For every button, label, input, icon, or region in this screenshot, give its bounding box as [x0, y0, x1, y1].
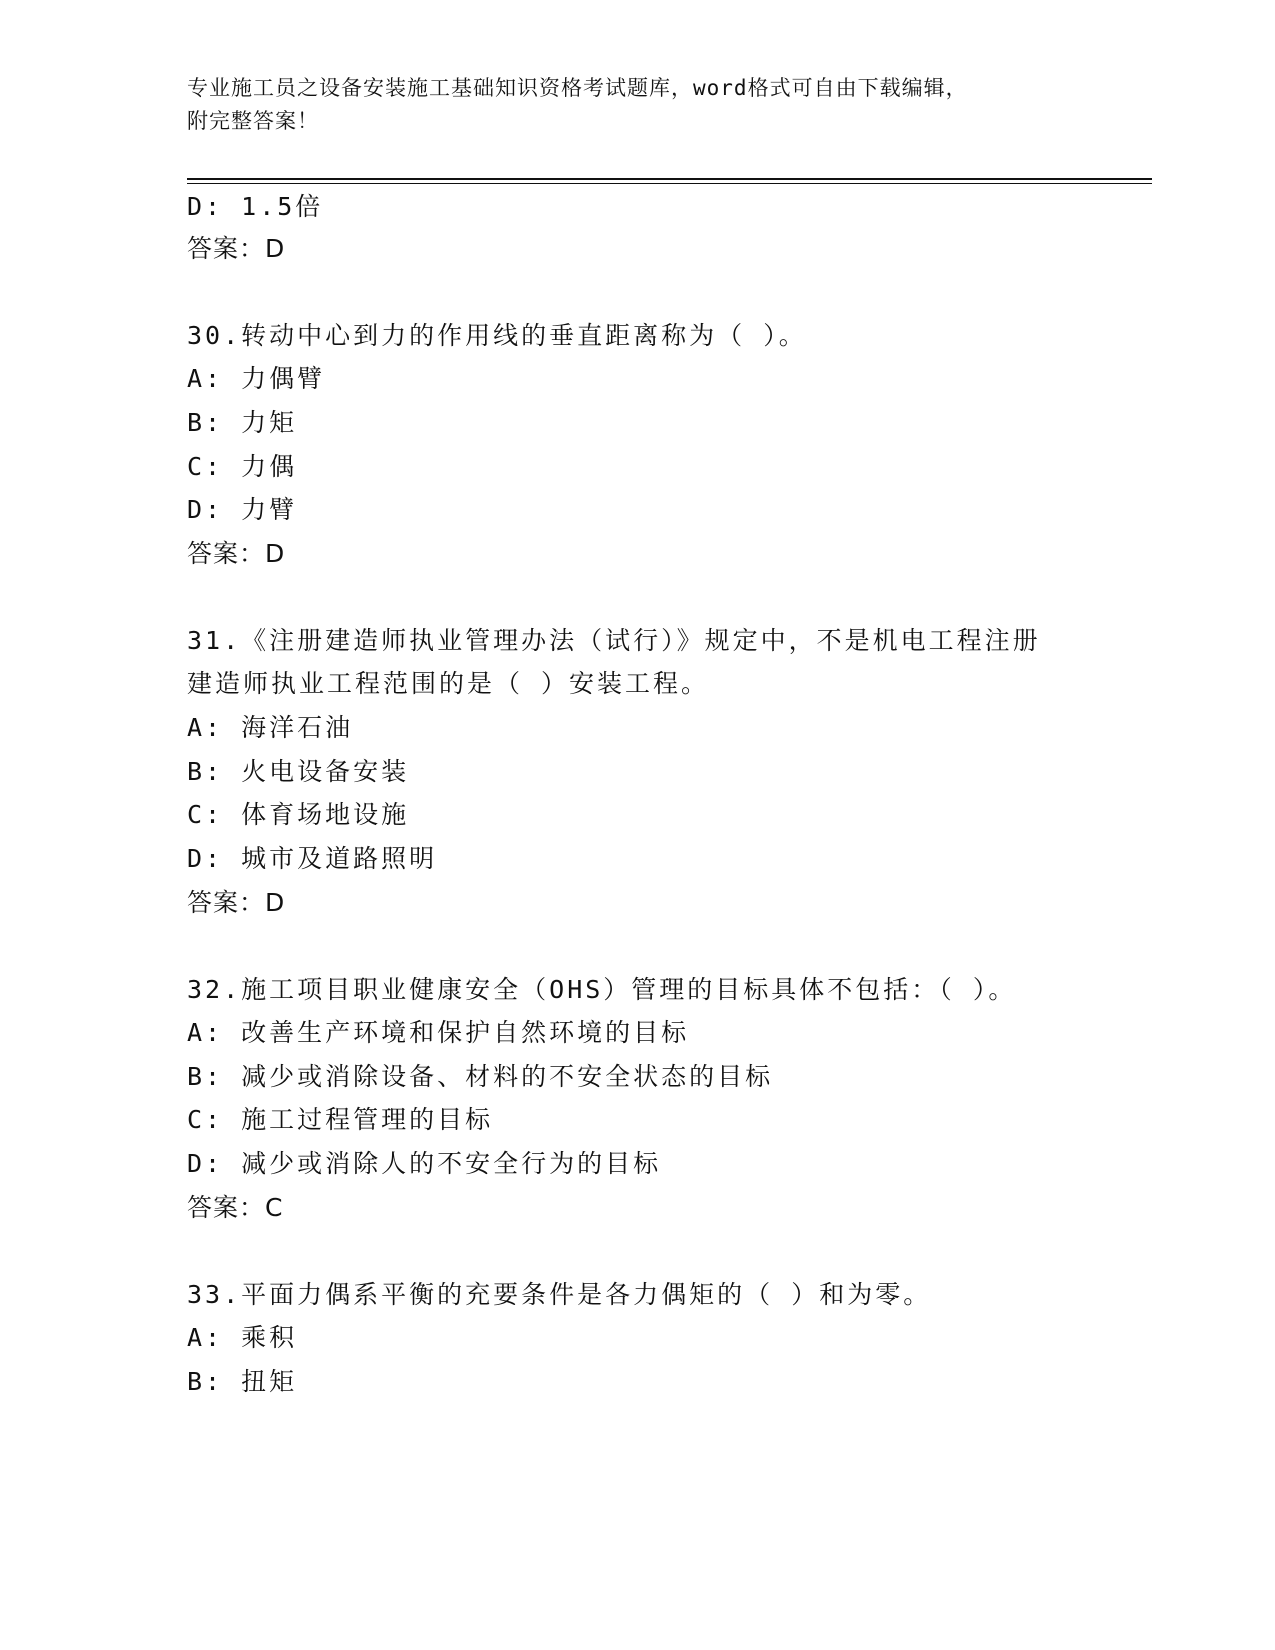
header-divider-thick	[187, 178, 1152, 180]
q31-option-d: D: 城市及道路照明	[187, 844, 438, 873]
q31-option-c: C: 体育场地设施	[187, 800, 410, 829]
q30-option-d: D: 力臂	[187, 495, 298, 524]
document-header	[187, 72, 1087, 138]
q30-option-b: B: 力矩	[187, 408, 298, 437]
q32-answer: 答案：C	[187, 1193, 284, 1222]
prev-answer: 答案：D	[187, 234, 286, 263]
q30-option-c: C: 力偶	[187, 452, 298, 481]
q31-option-b: B: 火电设备安装	[187, 757, 410, 786]
q32-stem: 32.施工项目职业健康安全（OHS）管理的目标具体不包括：（ ）。	[187, 975, 1017, 1004]
q31-option-a: A: 海洋石油	[187, 713, 354, 742]
q30-answer: 答案：D	[187, 539, 286, 568]
q32-option-a: A: 改善生产环境和保护自然环境的目标	[187, 1018, 690, 1047]
header-divider-thin	[187, 183, 1152, 184]
q30-option-a: A: 力偶臂	[187, 364, 326, 393]
q33-option-a: A: 乘积	[187, 1323, 298, 1352]
q32-option-c: C: 施工过程管理的目标	[187, 1105, 494, 1134]
q30-stem: 30.转动中心到力的作用线的垂直距离称为（ ）。	[187, 321, 807, 350]
q33-stem: 33.平面力偶系平衡的充要条件是各力偶矩的（ ）和为零。	[187, 1280, 932, 1309]
prev-option-d: D: 1.5倍	[187, 192, 324, 221]
q33-option-b: B: 扭矩	[187, 1367, 298, 1396]
q32-option-d: D: 减少或消除人的不安全行为的目标	[187, 1149, 662, 1178]
q31-stem-line-1: 31.《注册建造师执业管理办法（试行）》规定中，不是机电工程注册	[187, 626, 1041, 655]
q32-option-b: B: 减少或消除设备、材料的不安全状态的目标	[187, 1062, 774, 1091]
header-line-2: 附完整答案！	[187, 109, 319, 133]
header-line-1: 专业施工员之设备安装施工基础知识资格考试题库，word格式可自由下载编辑，	[187, 76, 968, 100]
q31-answer: 答案：D	[187, 888, 286, 917]
q31-stem-line-2: 建造师执业工程范围的是（ ）安装工程。	[187, 669, 710, 698]
